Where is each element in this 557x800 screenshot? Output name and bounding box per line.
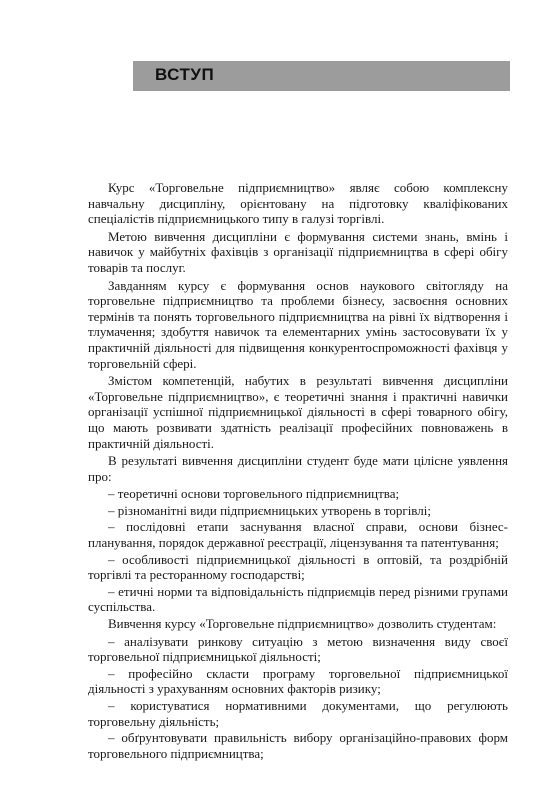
- list-item: – етичні норми та відповідальність підприємців перед різними групами суспільства.: [88, 584, 508, 615]
- paragraph: Метою вивчення дисципліни є формування системи знань, вмінь і навичок у майбутніх фахівців з організації підприємництва в сфері обігу товарів та послуг.: [88, 228, 508, 275]
- paragraph: Завданням курсу є формування основ наукового світогляду на торговельне підприємництво та проблеми бізнесу, засвоєння основних термінів та понять торговельного підприємництва на рівні їх відтворення і тлумачення; здобуття навичок та елементарних умінь застосовувати їх у практичній діяльності для підвищення конкурентоспроможності фахівця у торговельній сфері.: [88, 277, 508, 371]
- paragraph: Вивчення курсу «Торговельне підприємництво» дозволить студентам:: [108, 616, 497, 632]
- list-item: – аналізувати ринкову ситуацію з метою визначення виду своєї торговельної підприємницької діяльності;: [88, 634, 508, 665]
- body-text: [88, 180, 508, 762]
- list-item: – послідовні етапи заснування власної справи, основи бізнес-планування, порядок державної реєстрації, ліцензування та патентування;: [88, 519, 508, 550]
- paragraph: Курс «Торговельне підприємництво» являє собою комплексну навчальну дисципліну, орієнтовану на підготовку кваліфікованих спеціалістів підприємницького типу в галузі торгівлі.: [88, 180, 508, 227]
- heading-band: [133, 61, 510, 91]
- page-title: ВСТУП: [155, 65, 215, 84]
- list-item: – обґрунтовувати правильність вибору організаційно-правових форм торговельного підприємництва;: [88, 730, 508, 761]
- list-item: – професійно скласти програму торговельної підприємницької діяльності з урахуванням основних факторів ризику;: [88, 666, 508, 697]
- list-item: – особливості підприємницької діяльності в оптовій, та роздрібній торгівлі та ресторанному господарстві;: [88, 552, 508, 583]
- list-item: – різноманітні види підприємницьких утворень в торгівлі;: [88, 503, 508, 519]
- list-item: – користуватися нормативними документами, що регулюють торговельну діяльність;: [88, 698, 508, 729]
- paragraph: Змістом компетенцій, набутих в результаті вивчення дисципліни «Торговельне підприємництво», є теоретичні знання і практичні навички організації успішної підприємницької діяльності в сфері товарного обігу, що мають розвивати здатність реалізації професійних повноважень в практичній діяльності.: [88, 373, 508, 451]
- list-item: – теоретичні основи торговельного підприємництва;: [88, 486, 508, 502]
- paragraph: В результаті вивчення дисципліни студент буде мати цілісне уявлення про:: [88, 453, 508, 484]
